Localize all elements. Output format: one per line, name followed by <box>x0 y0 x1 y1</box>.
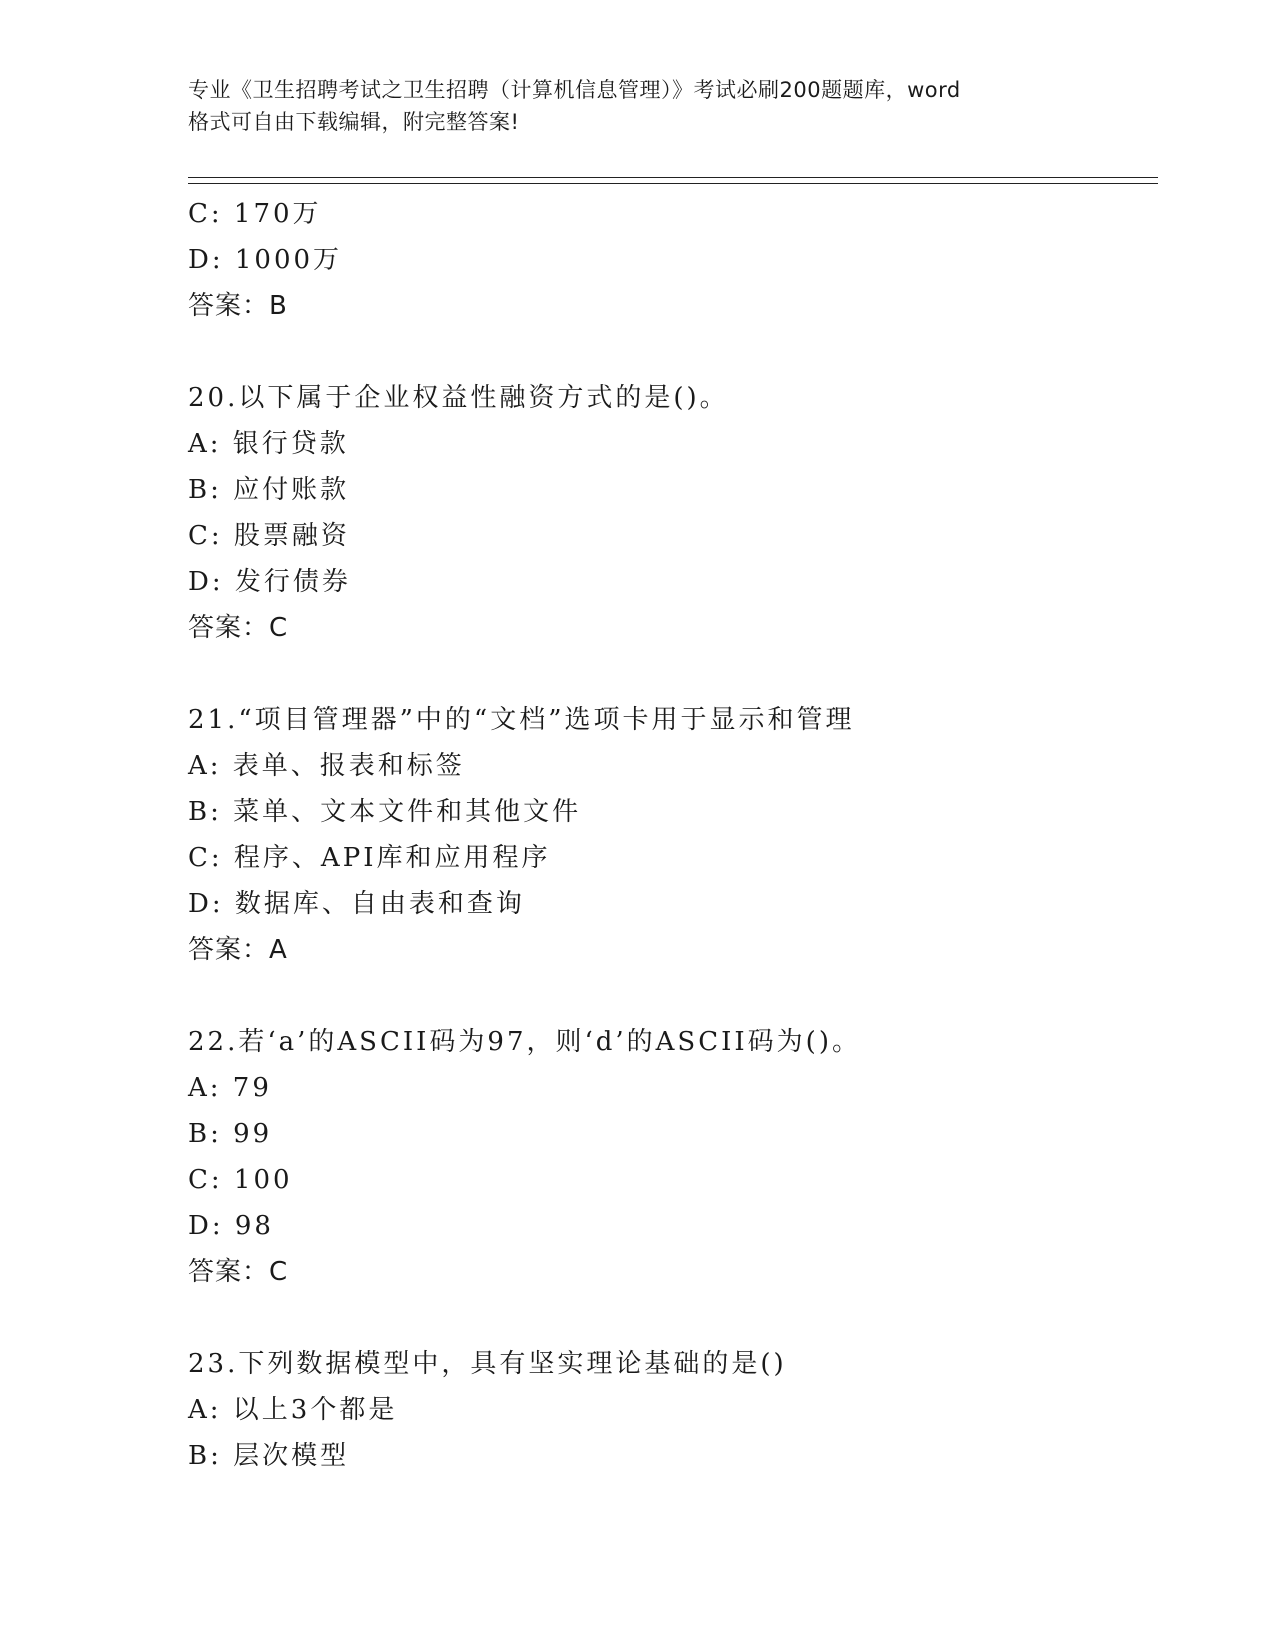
answer-line: 答案：B <box>188 291 288 321</box>
option-d: D: 数据库、自由表和查询 <box>188 889 525 919</box>
question-list <box>188 191 1148 1479</box>
question-block <box>188 1341 1148 1479</box>
option-a: A: 银行贷款 <box>188 429 349 459</box>
option-c: C: 股票融资 <box>188 521 350 551</box>
option-b: B: 99 <box>188 1119 273 1149</box>
option-c: C: 100 <box>188 1165 293 1195</box>
question-text: 21.“项目管理器”中的“文档”选项卡用于显示和管理 <box>188 705 855 735</box>
question-text: 20.以下属于企业权益性融资方式的是()。 <box>188 383 729 413</box>
option-c: C: 170万 <box>188 199 322 229</box>
question-block <box>188 697 1148 973</box>
option-b: B: 应付账款 <box>188 475 350 505</box>
question-block <box>188 1019 1148 1295</box>
option-a: A: 以上3个都是 <box>188 1395 398 1425</box>
option-d: D: 发行债券 <box>188 567 351 597</box>
option-c: C: 程序、API库和应用程序 <box>188 843 551 873</box>
answer-line: 答案：C <box>188 613 289 643</box>
spacer <box>188 973 1148 1019</box>
option-a: A: 表单、报表和标签 <box>188 751 465 781</box>
answer-line: 答案：C <box>188 1257 289 1287</box>
spacer <box>188 1295 1148 1341</box>
header-divider-top <box>188 177 1158 178</box>
question-block <box>188 375 1148 651</box>
option-b: B: 菜单、文本文件和其他文件 <box>188 797 582 827</box>
spacer <box>188 329 1148 375</box>
question-text: 23.下列数据模型中，具有坚实理论基础的是() <box>188 1349 787 1379</box>
spacer <box>188 651 1148 697</box>
header-line-1: 专业《卫生招聘考试之卫生招聘（计算机信息管理）》考试必刷200题题库，word <box>188 78 961 102</box>
header-divider-bottom <box>188 183 1158 184</box>
answer-line: 答案：A <box>188 935 288 965</box>
option-d: D: 1000万 <box>188 245 343 275</box>
document-header <box>188 74 1088 138</box>
option-d: D: 98 <box>188 1211 274 1241</box>
option-a: A: 79 <box>188 1073 272 1103</box>
option-b: B: 层次模型 <box>188 1441 350 1471</box>
question-text: 22.若‘a’的ASCII码为97，则‘d’的ASCII码为()。 <box>188 1027 861 1057</box>
question-block <box>188 191 1148 329</box>
header-line-2: 格式可自由下载编辑，附完整答案! <box>188 110 520 134</box>
